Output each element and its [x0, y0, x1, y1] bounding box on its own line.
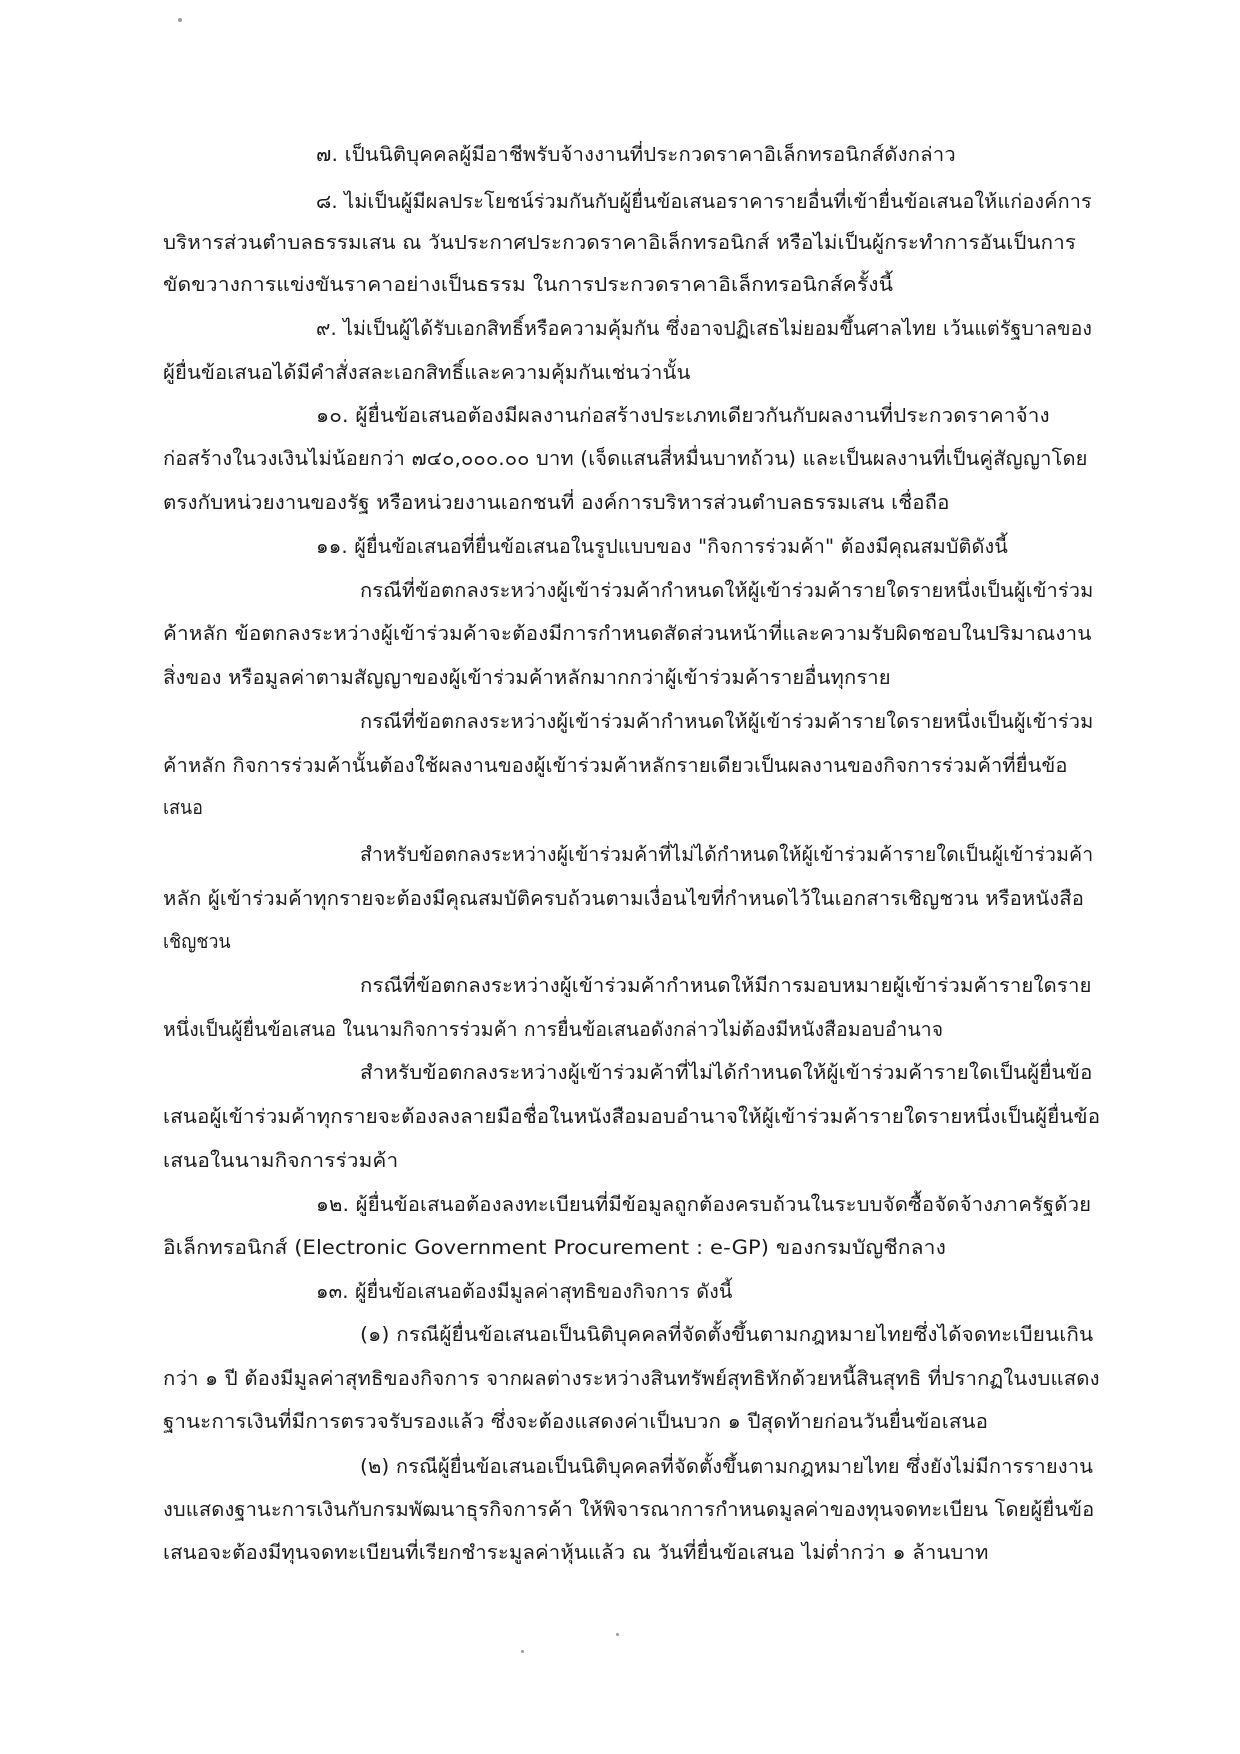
text-line: ค้าหลัก กิจการร่วมค้านั้นต้องใช้ผลงานของผู้เข้าร่วมค้าหลักรายเดียวเป็นผลงานของกิจการร่วมค้าที่ยื่นข้อ: [163, 754, 1068, 777]
text-line: อิเล็กทรอนิกส์ (Electronic Government Procurement : e-GP) ของกรมบัญชีกลาง: [163, 1236, 946, 1259]
scan-speck: [178, 18, 182, 22]
scan-speck: [521, 1650, 524, 1653]
text-line: หลัก ผู้เข้าร่วมค้าทุกรายจะต้องมีคุณสมบัติครบถ้วนตามเงื่อนไขที่กำหนดไว้ในเอกสารเชิญชวน หรือหนังสือ: [163, 887, 1085, 910]
text-line: งบแสดงฐานะการเงินกับกรมพัฒนาธุรกิจการค้า ให้พิจารณาการกำหนดมูลค่าของทุนจดทะเบียน โดยผู้ยื่นข้อ: [163, 1498, 1095, 1521]
text-line: ๙. ไม่เป็นผู้ได้รับเอกสิทธิ์หรือความคุ้มกัน ซึ่งอาจปฏิเสธไม่ยอมขึ้นศาลไทย เว้นแต่รัฐบาลของ: [316, 317, 1093, 340]
text-line: กว่า ๑ ปี ต้องมีมูลค่าสุทธิของกิจการ จากผลต่างระหว่างสินทรัพย์สุทธิหักด้วยหนี้สินสุทธิ ที่ปรากฏในงบแสดง: [163, 1367, 1100, 1390]
text-line: ก่อสร้างในวงเงินไม่น้อยกว่า ๗๔๐,๐๐๐.๐๐ บาท (เจ็ดแสนสี่หมื่นบาทถ้วน) และเป็นผลงานที่เป็นคู่สัญญาโดย: [163, 447, 1088, 470]
text-line: สิ่งของ หรือมูลค่าตามสัญญาของผู้เข้าร่วมค้าหลักมากกว่าผู้เข้าร่วมค้ารายอื่นทุกราย: [163, 666, 891, 689]
text-line: (๒) กรณีผู้ยื่นข้อเสนอเป็นนิติบุคคลที่จัดตั้งขึ้นตามกฎหมายไทย ซึ่งยังไม่มีการรายงาน: [360, 1455, 1094, 1478]
text-line: กรณีที่ข้อตกลงระหว่างผู้เข้าร่วมค้ากำหนดให้ผู้เข้าร่วมค้ารายใดรายหนึ่งเป็นผู้เข้าร่วม: [360, 710, 1094, 733]
text-line: เสนอ: [163, 796, 204, 819]
text-line: กรณีที่ข้อตกลงระหว่างผู้เข้าร่วมค้ากำหนดให้มีการมอบหมายผู้เข้าร่วมค้ารายใดราย: [360, 974, 1092, 997]
text-line: เสนอผู้เข้าร่วมค้าทุกรายจะต้องลงลายมือชื่อในหนังสือมอบอำนาจให้ผู้เข้าร่วมค้ารายใดรายหนึ่งเป็นผู้ยื่นข้อ: [163, 1105, 1101, 1128]
text-line: สำหรับข้อตกลงระหว่างผู้เข้าร่วมค้าที่ไม่ได้กำหนดให้ผู้เข้าร่วมค้ารายใดเป็นผู้เข้าร่วมค้า: [360, 843, 1094, 866]
text-line: ๑๐. ผู้ยื่นข้อเสนอต้องมีผลงานก่อสร้างประเภทเดียวกันกับผลงานที่ประกวดราคาจ้าง: [316, 404, 1050, 427]
text-line: ๑๒. ผู้ยื่นข้อเสนอต้องลงทะเบียนที่มีข้อมูลถูกต้องครบถ้วนในระบบจัดซื้อจัดจ้างภาครัฐด้วย: [316, 1193, 1092, 1216]
text-line: เสนอในนามกิจการร่วมค้า: [163, 1149, 399, 1172]
scan-speck: [616, 1633, 619, 1636]
text-line: เสนอจะต้องมีทุนจดทะเบียนที่เรียกชำระมูลค่าหุ้นแล้ว ณ วันที่ยื่นข้อเสนอ ไม่ต่ำกว่า ๑ ล้านบาท: [163, 1541, 989, 1564]
text-line: ฐานะการเงินที่มีการตรวจรับรองแล้ว ซึ่งจะต้องแสดงค่าเป็นบวก ๑ ปีสุดท้ายก่อนวันยื่นข้อเสนอ: [163, 1410, 989, 1433]
text-line: ๑๓. ผู้ยื่นข้อเสนอต้องมีมูลค่าสุทธิของกิจการ ดังนี้: [316, 1280, 733, 1303]
text-line: ขัดขวางการแข่งขันราคาอย่างเป็นธรรม ในการประกวดราคาอิเล็กทรอนิกส์ครั้งนี้: [163, 273, 894, 296]
text-line: ๘. ไม่เป็นผู้มีผลประโยชน์ร่วมกันกับผู้ยื่นข้อเสนอราคารายอื่นที่เข้ายื่นข้อเสนอให้แก่องค์การ: [316, 190, 1092, 213]
text-line: บริหารส่วนตำบลธรรมเสน ณ วันประกาศประกวดราคาอิเล็กทรอนิกส์ หรือไม่เป็นผู้กระทำการอันเป็นการ: [163, 231, 1077, 254]
text-line: เชิญชวน: [163, 930, 231, 953]
text-line: ๑๑. ผู้ยื่นข้อเสนอที่ยื่นข้อเสนอในรูปแบบของ "กิจการร่วมค้า" ต้องมีคุณสมบัติดังนี้: [316, 535, 1008, 558]
text-line: ผู้ยื่นข้อเสนอได้มีคำสั่งสละเอกสิทธิ์และความคุ้มกันเช่นว่านั้น: [163, 361, 691, 384]
text-line: ๗. เป็นนิติบุคคลผู้มีอาชีพรับจ้างงานที่ประกวดราคาอิเล็กทรอนิกส์ดังกล่าว: [316, 143, 956, 166]
text-line: สำหรับข้อตกลงระหว่างผู้เข้าร่วมค้าที่ไม่ได้กำหนดให้ผู้เข้าร่วมค้ารายใดเป็นผู้ยื่นข้อ: [360, 1061, 1093, 1084]
text-line: ค้าหลัก ข้อตกลงระหว่างผู้เข้าร่วมค้าจะต้องมีการกำหนดสัดส่วนหน้าที่และความรับผิดชอบในปริมาณงาน: [163, 622, 1092, 645]
text-line: กรณีที่ข้อตกลงระหว่างผู้เข้าร่วมค้ากำหนดให้ผู้เข้าร่วมค้ารายใดรายหนึ่งเป็นผู้เข้าร่วม: [360, 579, 1094, 602]
text-line: (๑) กรณีผู้ยื่นข้อเสนอเป็นนิติบุคคลที่จัดตั้งขึ้นตามกฎหมายไทยซึ่งได้จดทะเบียนเกิน: [360, 1323, 1094, 1346]
text-line: หนึ่งเป็นผู้ยื่นข้อเสนอ ในนามกิจการร่วมค้า การยื่นข้อเสนอดังกล่าวไม่ต้องมีหนังสือมอบอำนาจ: [163, 1018, 944, 1041]
text-line: ตรงกับหน่วยงานของรัฐ หรือหน่วยงานเอกชนที่ องค์การบริหารส่วนตำบลธรรมเสน เชื่อถือ: [163, 491, 950, 514]
